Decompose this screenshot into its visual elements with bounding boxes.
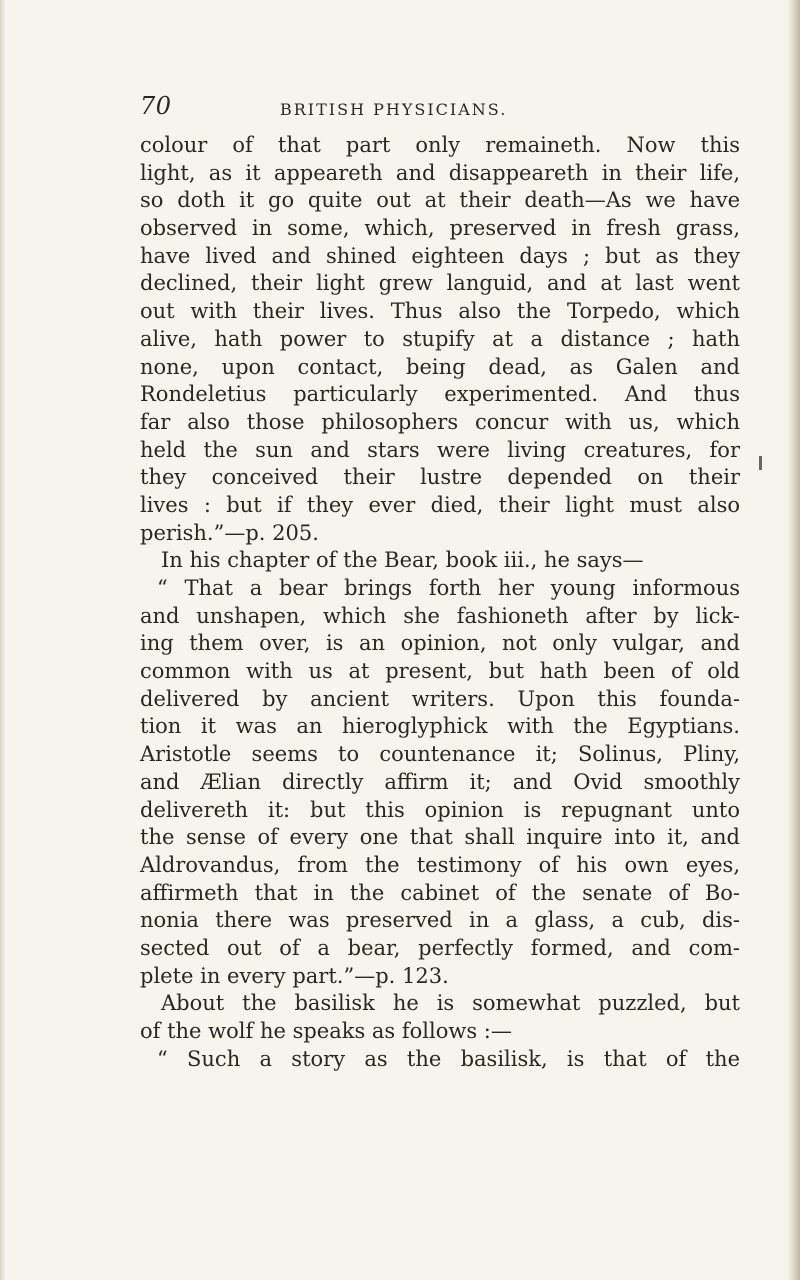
text-line: colour of that part only remaineth. Now this	[140, 133, 740, 157]
text-line: Aldrovandus, from the testimony of his own eyes,	[140, 852, 740, 877]
text-line: none, upon contact, being dead, as Galen and	[140, 354, 740, 379]
text-line: so doth it go quite out at their death—As we have	[140, 188, 740, 213]
page-number: 70	[140, 92, 172, 120]
text-line: affirmeth that in the cabinet of the senate of Bo-	[140, 880, 740, 905]
text-line: delivereth it: but this opinion is repugnant unto	[140, 797, 740, 822]
text-line: “ Such a story as the basilisk, is that of the	[157, 1046, 740, 1071]
body-text	[140, 132, 740, 1073]
text-line: sected out of a bear, perfectly formed, and com-	[140, 935, 740, 960]
page-left-edge	[0, 0, 6, 1280]
text-line: held the sun and stars were living creatures, for	[140, 437, 740, 462]
text-line: and Ælian directly affirm it; and Ovid smoothly	[140, 769, 740, 794]
text-line: Rondeletius particularly experimented. And thus	[140, 382, 740, 407]
text-line: Aristotle seems to countenance it; Solinus, Pliny,	[140, 742, 740, 767]
text-line: ing them over, is an opinion, not only vulgar, and	[140, 631, 740, 656]
text-line: light, as it appeareth and disappeareth in their life,	[140, 160, 740, 185]
text-line: lives : but if they ever died, their light must also	[140, 492, 740, 517]
text-line: common with us at present, but hath been of old	[140, 659, 740, 684]
text-line: observed in some, which, preserved in fresh grass,	[140, 216, 740, 241]
text-line: nonia there was preserved in a glass, a cub, dis-	[140, 908, 740, 933]
text-line: About the basilisk he is somewhat puzzled, but	[161, 991, 740, 1016]
text-line: and unshapen, which she fashioneth after by lick-	[140, 603, 740, 628]
text-line: of the wolf he speaks as follows :—	[140, 1019, 512, 1043]
text-line: have lived and shined eighteen days ; but as they	[140, 243, 740, 268]
text-line: perish.”—p. 205.	[140, 520, 319, 545]
stray-mark	[759, 456, 762, 470]
text-line: the sense of every one that shall inquire into it, and	[140, 825, 740, 850]
text-line: alive, hath power to stupify at a distance ; hath	[140, 326, 740, 351]
text-line: declined, their light grew languid, and at last went	[140, 271, 740, 296]
running-head: BRITISH PHYSICIANS.	[280, 100, 508, 119]
text-line: they conceived their lustre depended on their	[140, 465, 740, 490]
text-line: delivered by ancient writers. Upon this founda-	[140, 686, 740, 711]
text-line: tion it was an hieroglyphick with the Egyptians.	[140, 714, 740, 739]
text-line: plete in every part.”—p. 123.	[140, 963, 449, 988]
page-header	[140, 92, 740, 128]
text-line: far also those philosophers concur with us, which	[140, 409, 740, 434]
text-line: In his chapter of the Bear, book iii., he says—	[161, 548, 644, 573]
text-line: “ That a bear brings forth her young informous	[157, 576, 740, 600]
text-line: out with their lives. Thus also the Torpedo, which	[140, 299, 740, 324]
page-right-edge	[788, 0, 800, 1280]
